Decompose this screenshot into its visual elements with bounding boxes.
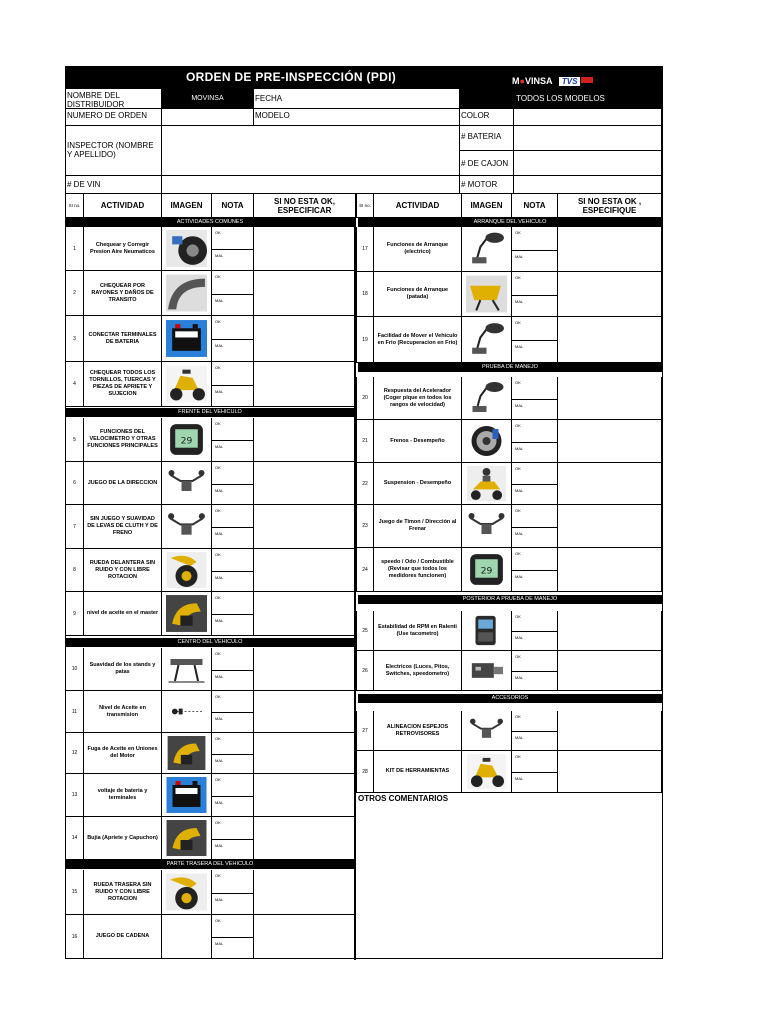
- tire-icon: [166, 230, 207, 267]
- inspector-input[interactable]: [162, 126, 460, 176]
- item-especificar[interactable]: [558, 227, 662, 272]
- item-especificar[interactable]: [558, 548, 662, 592]
- col-nota-right: NOTA: [512, 194, 558, 218]
- item-activity-text: Funciones de Arranque (patada): [386, 287, 449, 300]
- item-nota[interactable]: [512, 505, 558, 548]
- item-especificar[interactable]: [558, 377, 662, 420]
- ok-option[interactable]: OK: [515, 230, 521, 235]
- item-activity-text: RUEDA DELANTERA SIN RUIDO Y CON LIBRE ROTACION: [89, 559, 156, 580]
- item-activity-text: Suspension - Desempeño: [383, 480, 452, 486]
- mal-option[interactable]: MAL: [515, 253, 524, 259]
- item-activity-text: CHEQUEAR TODOS LOS TORNILLOS, TUERCAS Y PIEZAS DE APRIETE Y SUJECION: [89, 370, 156, 397]
- item-number: 12: [66, 733, 84, 774]
- item-number: 17: [356, 227, 374, 272]
- stand-icon: [166, 651, 207, 687]
- item-nota[interactable]: [212, 817, 254, 860]
- item-activity: [374, 711, 462, 751]
- item-especificar[interactable]: [254, 691, 356, 733]
- mal-option[interactable]: MAL: [515, 488, 524, 493]
- item-nota[interactable]: [212, 362, 254, 407]
- motor-label: # MOTOR: [460, 176, 514, 194]
- item-image: [162, 592, 212, 636]
- item-especificar[interactable]: [558, 272, 662, 317]
- item-activity: [84, 592, 162, 636]
- item-activity: [84, 316, 162, 362]
- bateria-input[interactable]: [514, 126, 662, 151]
- item-nota[interactable]: [212, 915, 254, 959]
- item-activity-text: Frenos - Desempeño: [390, 437, 445, 444]
- section-centro: CENTRO DEL VEHICULO: [66, 638, 354, 647]
- item-nota[interactable]: [212, 733, 254, 774]
- item-image: [162, 271, 212, 316]
- switch-icon: [466, 654, 507, 687]
- item-image: [162, 362, 212, 407]
- item-activity-text: FUNCIONES DEL VELOCIMETRO Y OTRAS FUNCIONES PRINCIPALES: [87, 429, 158, 449]
- item-image: [462, 272, 512, 317]
- col-imagen-right: IMAGEN: [462, 194, 512, 218]
- item-nota[interactable]: [212, 691, 254, 733]
- wheel-icon: [166, 873, 207, 911]
- item-image: [162, 549, 212, 592]
- mal-option[interactable]: MAL: [215, 253, 224, 258]
- item-number: 4: [66, 362, 84, 407]
- item-especificar[interactable]: [254, 733, 356, 774]
- col-especificar-left: SI NO ESTA OK, ESPECIFICAR: [254, 194, 356, 218]
- item-image: [462, 317, 512, 363]
- item-number: 14: [66, 817, 84, 860]
- item-number: 27: [356, 711, 374, 751]
- col-actividad-left: ACTIVIDAD: [84, 194, 162, 218]
- mal-option[interactable]: MAL: [515, 402, 524, 408]
- item-image: [462, 548, 512, 592]
- item-number: 28: [356, 751, 374, 793]
- col-especificar-right: SI NO ESTA OK , ESPECIFIQUE: [558, 194, 662, 218]
- item-number: 21: [356, 420, 374, 463]
- otros-comentarios-label: OTROS COMENTARIOS: [358, 794, 449, 803]
- mal-option[interactable]: MAL: [215, 297, 224, 303]
- item-image: [462, 420, 512, 463]
- ok-option[interactable]: OK: [215, 918, 221, 923]
- item-number: 22: [356, 463, 374, 505]
- mal-option[interactable]: MAL: [215, 487, 224, 493]
- item-nota[interactable]: [512, 548, 558, 592]
- item-number: 9: [66, 592, 84, 636]
- item-activity: [374, 611, 462, 651]
- item-number: 11: [66, 691, 84, 733]
- color-label: COLOR: [460, 109, 514, 126]
- item-image: [162, 870, 212, 915]
- item-activity: [374, 548, 462, 592]
- item-activity-text: Respuesta del Acelerador (Coger pique en todos los rangos de velocidad): [383, 387, 452, 408]
- mal-option[interactable]: MAL: [215, 531, 224, 536]
- rider-icon: [466, 466, 507, 501]
- item-activity-text: KIT DE HERRAMIENTAS: [385, 768, 450, 774]
- item-nota[interactable]: [212, 462, 254, 505]
- col-sino-left: SI no.: [66, 194, 84, 218]
- item-nota[interactable]: [512, 420, 558, 463]
- battery-icon: [166, 319, 207, 358]
- item-number: 18: [356, 272, 374, 317]
- scooter-icon: [166, 365, 207, 403]
- item-nota[interactable]: [212, 592, 254, 636]
- item-activity-text: Funciones de Arranque (electrico): [386, 242, 449, 255]
- item-number: 8: [66, 549, 84, 592]
- item-especificar[interactable]: [254, 915, 356, 959]
- item-activity: [374, 377, 462, 420]
- mal-option[interactable]: MAL: [515, 776, 524, 781]
- item-number: 20: [356, 377, 374, 420]
- item-nota[interactable]: [212, 227, 254, 271]
- vin-input[interactable]: [162, 176, 460, 194]
- ok-option[interactable]: OK: [215, 595, 221, 600]
- item-especificar[interactable]: [558, 611, 662, 651]
- item-image: [162, 316, 212, 362]
- ok-option[interactable]: OK: [515, 508, 521, 513]
- col-imagen-left: IMAGEN: [162, 194, 212, 218]
- item-activity-text: voltaje de bateria y terminales: [97, 788, 148, 801]
- section-trasera: PARTE TRASERA DEL VEHICULO: [66, 860, 354, 869]
- item-especificar[interactable]: [558, 317, 662, 363]
- modelos-value: TODOS LOS MODELOS: [460, 89, 662, 109]
- item-nota[interactable]: [212, 774, 254, 817]
- item-activity: [84, 648, 162, 691]
- item-especificar[interactable]: [254, 505, 356, 549]
- ok-option[interactable]: OK: [215, 508, 221, 513]
- item-activity: [84, 817, 162, 860]
- item-activity-text: Bujia (Apriete y Capuchon): [87, 834, 158, 841]
- item-especificar[interactable]: [254, 592, 356, 636]
- cajon-input[interactable]: [514, 151, 662, 176]
- fecha-label[interactable]: FECHA: [254, 89, 460, 109]
- meter-icon: [466, 614, 507, 647]
- item-nota[interactable]: [512, 377, 558, 420]
- item-image: [162, 462, 212, 505]
- item-nota[interactable]: [212, 648, 254, 691]
- item-especificar[interactable]: [254, 418, 356, 462]
- item-image: [162, 227, 212, 271]
- cajon-label: # DE CAJON: [460, 151, 514, 176]
- ok-option[interactable]: OK: [215, 274, 221, 279]
- item-image: [162, 691, 212, 733]
- item-number: 25: [356, 611, 374, 651]
- mal-option[interactable]: MAL: [515, 635, 524, 640]
- ok-option[interactable]: OK: [515, 275, 521, 280]
- item-activity: [84, 462, 162, 505]
- distribuidor-label: NOMBRE DEL DISTRIBUIDOR: [66, 89, 162, 109]
- item-nota[interactable]: [512, 611, 558, 651]
- item-nota[interactable]: [212, 549, 254, 592]
- vin-label: # DE VIN: [66, 176, 162, 194]
- item-especificar[interactable]: [254, 362, 356, 407]
- item-especificar[interactable]: [254, 774, 356, 817]
- item-image: [462, 751, 512, 793]
- item-especificar[interactable]: [558, 711, 662, 751]
- item-image: [462, 377, 512, 420]
- section-accesorios: ACCESORIOS: [358, 694, 662, 703]
- item-nota[interactable]: [512, 751, 558, 793]
- item-image: [162, 505, 212, 549]
- ok-option[interactable]: OK: [215, 230, 221, 235]
- section-manejo: PRUEBA DE MANEJO: [358, 363, 662, 372]
- item-number: 6: [66, 462, 84, 505]
- item-especificar[interactable]: [254, 549, 356, 592]
- item-image: [162, 915, 212, 959]
- item-number: 13: [66, 774, 84, 817]
- item-activity-text: Facilidad de Mover el Vehiculo en Frio (Recuperacion en Frio): [377, 332, 458, 346]
- item-activity: [84, 915, 162, 959]
- item-number: 15: [66, 870, 84, 915]
- chain-icon: [166, 918, 207, 955]
- item-activity-text: nivel de aceite en el master: [86, 610, 159, 616]
- bateria-label: # BATERIA: [460, 126, 514, 151]
- mirror-icon: [466, 380, 507, 416]
- item-especificar[interactable]: [558, 505, 662, 548]
- item-nota[interactable]: [212, 505, 254, 549]
- item-activity-text: Chequear y Corregir Presion Aire Neumaticos: [90, 241, 155, 255]
- mal-option[interactable]: MAL: [215, 574, 224, 580]
- mal-option[interactable]: MAL: [515, 530, 524, 536]
- mirror-icon: [466, 230, 507, 268]
- item-activity-text: Electricos (Luces, Pitos, Switches, speedometro): [385, 663, 450, 677]
- item-especificar[interactable]: [558, 420, 662, 463]
- item-activity: [84, 505, 162, 549]
- ok-option[interactable]: OK: [515, 714, 521, 719]
- mal-option[interactable]: MAL: [515, 298, 524, 304]
- item-nota[interactable]: [212, 870, 254, 915]
- engine-icon: [166, 820, 207, 856]
- orden-label: NUMERO DE ORDEN: [66, 109, 162, 126]
- ok-option[interactable]: OK: [515, 320, 521, 325]
- item-activity-text: speedo / Odo / Combustible (Revisar que todos los medidores funcionen): [381, 559, 454, 579]
- kick-icon: [466, 275, 507, 313]
- item-number: 24: [356, 548, 374, 592]
- ok-option[interactable]: OK: [215, 465, 221, 470]
- scooter-icon: [466, 754, 507, 789]
- ok-option[interactable]: OK: [515, 380, 521, 385]
- item-image: [462, 505, 512, 548]
- item-especificar[interactable]: [558, 651, 662, 691]
- item-number: 10: [66, 648, 84, 691]
- item-activity-text: Suavidad de los stands y patas: [89, 662, 156, 675]
- item-especificar[interactable]: [254, 227, 356, 271]
- item-activity: [84, 549, 162, 592]
- mal-option[interactable]: MAL: [215, 896, 224, 902]
- color-input[interactable]: [514, 109, 662, 126]
- item-activity-text: Nivel de Aceite en transmision: [99, 704, 146, 718]
- item-especificar[interactable]: [558, 463, 662, 505]
- mal-option[interactable]: MAL: [515, 344, 524, 349]
- ok-option[interactable]: OK: [515, 614, 521, 619]
- movinsa-tvs-logo: M●VINSA TVS: [512, 71, 652, 84]
- brake-icon: [466, 423, 507, 459]
- item-especificar[interactable]: [254, 271, 356, 316]
- item-especificar[interactable]: [254, 817, 356, 860]
- item-activity: [84, 870, 162, 915]
- item-number: 19: [356, 317, 374, 363]
- item-number: 16: [66, 915, 84, 959]
- mal-option[interactable]: MAL: [515, 574, 524, 579]
- item-activity: [374, 751, 462, 793]
- ok-option[interactable]: OK: [215, 552, 221, 557]
- mal-option[interactable]: MAL: [215, 618, 224, 623]
- item-image: [162, 817, 212, 860]
- item-nota[interactable]: [512, 463, 558, 505]
- item-activity: [84, 227, 162, 271]
- item-activity-text: JUEGO DE LA DIRECCION: [87, 479, 158, 486]
- item-number: 2: [66, 271, 84, 316]
- mal-option[interactable]: MAL: [515, 675, 524, 680]
- item-activity-text: CHEQUEAR POR RAYONES Y DAÑOS DE TRANSITO: [91, 282, 154, 303]
- otros-comentarios-input[interactable]: [358, 808, 662, 958]
- item-activity-text: Estabilidad de RPM en Ralenti (Use tacometro): [378, 623, 457, 637]
- dipstick-icon: [166, 694, 207, 729]
- item-nota[interactable]: [212, 418, 254, 462]
- item-image: [462, 711, 512, 751]
- item-activity: [84, 733, 162, 774]
- item-activity: [84, 774, 162, 817]
- svg-text:29: 29: [480, 565, 493, 577]
- mal-option[interactable]: MAL: [515, 445, 524, 451]
- item-image: [462, 463, 512, 505]
- mal-option[interactable]: MAL: [515, 735, 524, 740]
- item-number: 23: [356, 505, 374, 548]
- mal-option[interactable]: MAL: [215, 842, 224, 848]
- item-image: [462, 227, 512, 272]
- item-activity: [374, 317, 462, 363]
- item-number: 7: [66, 505, 84, 549]
- item-activity: [84, 691, 162, 733]
- handlebar-icon: [466, 714, 507, 747]
- fender-icon: [166, 274, 207, 312]
- motor-input[interactable]: [514, 176, 662, 194]
- item-activity-text: JUEGO DE CADENA: [95, 933, 150, 939]
- ok-option[interactable]: OK: [515, 423, 521, 428]
- col-actividad-right: ACTIVIDAD: [374, 194, 462, 218]
- handlebar-icon: [166, 465, 207, 501]
- item-activity-text: CONECTAR TERMINALES DE BATERIA: [88, 331, 157, 345]
- ok-option[interactable]: OK: [215, 873, 221, 878]
- item-number: 1: [66, 227, 84, 271]
- item-activity: [84, 418, 162, 462]
- mal-option[interactable]: MAL: [215, 716, 224, 721]
- ok-option[interactable]: OK: [215, 319, 221, 324]
- ok-option[interactable]: OK: [515, 466, 521, 471]
- orden-input[interactable]: [162, 109, 254, 126]
- section-posterior: POSTERIOR A PRUEBA DE MANEJO: [358, 595, 662, 604]
- speedo-icon: [466, 551, 507, 588]
- item-especificar[interactable]: [254, 462, 356, 505]
- item-activity-text: Fuga de Aceite en Uniones del Motor: [87, 746, 158, 759]
- item-image: [162, 648, 212, 691]
- ok-option[interactable]: OK: [215, 694, 221, 699]
- item-image: [162, 418, 212, 462]
- mal-option[interactable]: MAL: [215, 444, 224, 449]
- engine-icon: [166, 595, 207, 632]
- item-image: [162, 733, 212, 774]
- engine-icon: [166, 736, 207, 770]
- wheel-icon: [166, 552, 207, 588]
- mal-option[interactable]: MAL: [215, 799, 224, 805]
- item-especificar[interactable]: [558, 751, 662, 793]
- item-activity: [84, 271, 162, 316]
- item-nota[interactable]: [512, 651, 558, 691]
- section-arranque: ARRANQUE DEL VEHICULO: [358, 218, 662, 227]
- col-nota-left: NOTA: [212, 194, 254, 218]
- item-number: 5: [66, 418, 84, 462]
- ok-option[interactable]: OK: [215, 736, 221, 741]
- column-divider: [354, 218, 356, 960]
- item-activity: [374, 505, 462, 548]
- ok-option[interactable]: OK: [515, 754, 521, 759]
- title-bar: [66, 67, 662, 89]
- mal-option[interactable]: MAL: [215, 388, 224, 394]
- ok-option[interactable]: OK: [215, 820, 221, 825]
- item-nota[interactable]: [512, 227, 558, 272]
- item-especificar[interactable]: [254, 648, 356, 691]
- item-especificar[interactable]: [254, 870, 356, 915]
- item-activity-text: Juego de Timon / Dirección al Frenar: [378, 519, 457, 532]
- speedo-icon: [166, 421, 207, 458]
- item-especificar[interactable]: [254, 316, 356, 362]
- ok-option[interactable]: OK: [515, 551, 521, 556]
- item-activity-text: ALINEACION ESPEJOS RETROVISORES: [386, 723, 449, 737]
- modelo-label[interactable]: MODELO: [254, 109, 460, 126]
- ok-option[interactable]: OK: [215, 777, 221, 782]
- mal-option[interactable]: MAL: [215, 941, 224, 946]
- item-image: [162, 774, 212, 817]
- item-image: [462, 651, 512, 691]
- col-sino-right: SI no.: [356, 194, 374, 218]
- item-nota[interactable]: [512, 272, 558, 317]
- item-activity-text: SIN JUEGO Y SUAVIDAD DE LEVAS DE CLUTH Y DE FRENO: [87, 516, 158, 536]
- ok-option[interactable]: OK: [515, 654, 521, 659]
- handlebar-icon: [466, 508, 507, 544]
- svg-text:29: 29: [180, 435, 193, 447]
- distribuidor-value[interactable]: MOVINSA: [162, 89, 254, 109]
- section-comunes: ACTIVIDADES COMUNES: [66, 218, 354, 227]
- form-title: ORDEN DE PRE-INSPECCIÓN (PDI): [185, 70, 397, 84]
- item-activity: [374, 463, 462, 505]
- item-nota[interactable]: [212, 316, 254, 362]
- item-number: 3: [66, 316, 84, 362]
- item-image: [462, 611, 512, 651]
- item-activity: [374, 272, 462, 317]
- section-frente: FRENTE DEL VEHICULO: [66, 408, 354, 417]
- item-activity: [374, 227, 462, 272]
- item-activity: [374, 420, 462, 463]
- inspector-label: INSPECTOR (NOMBRE Y APELLIDO): [66, 126, 162, 176]
- ok-option[interactable]: OK: [215, 421, 221, 426]
- item-number: 26: [356, 651, 374, 691]
- item-nota[interactable]: [512, 317, 558, 363]
- item-activity-text: RUEDA TRASERA SIN RUIDO Y CON LIBRE ROTACION: [93, 881, 152, 902]
- pdi-form: [65, 66, 663, 959]
- item-nota[interactable]: [212, 271, 254, 316]
- handlebar-icon: [166, 508, 207, 545]
- mal-option[interactable]: MAL: [215, 673, 224, 679]
- ok-option[interactable]: OK: [215, 365, 221, 370]
- battery-icon: [166, 777, 207, 813]
- mal-option[interactable]: MAL: [215, 343, 224, 348]
- item-activity: [84, 362, 162, 407]
- item-nota[interactable]: [512, 711, 558, 751]
- item-activity: [374, 651, 462, 691]
- ok-option[interactable]: OK: [215, 651, 221, 656]
- mirror-icon: [466, 320, 507, 359]
- mal-option[interactable]: MAL: [215, 757, 224, 763]
